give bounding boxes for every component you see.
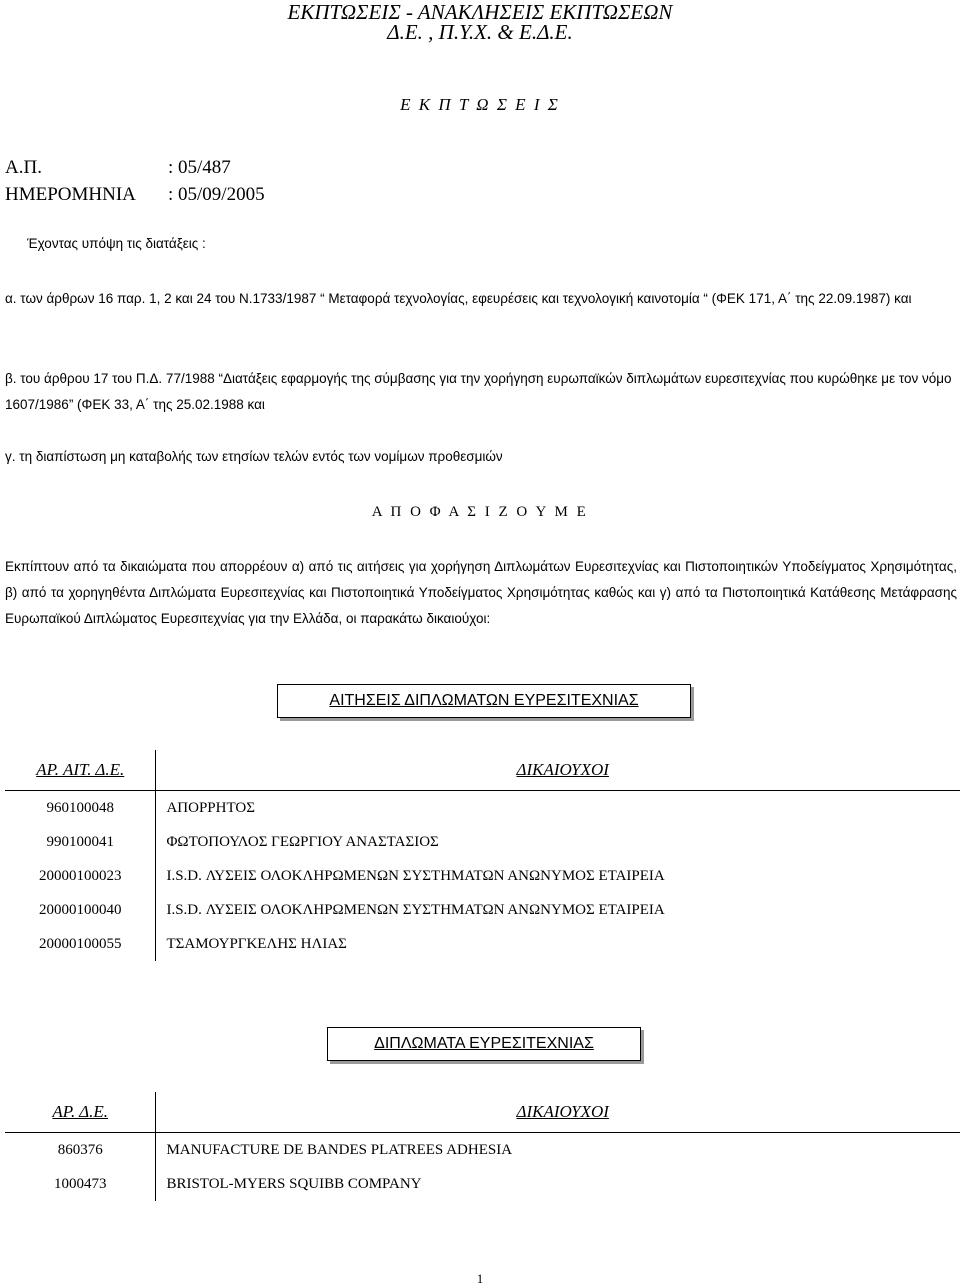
document-title-line1: ΕΚΠΤΩΣΕΙΣ - ΑΝΑΚΛΗΣΕΙΣ ΕΚΠΤΩΣΕΩΝ (287, 0, 673, 24)
row-holder: ΤΣΑΜΟΥΡΓΚΕΛΗΣ ΗΛΙΑΣ (166, 935, 347, 952)
decision-heading: Α Π Ο Φ Α Σ Ι Ζ Ο Υ Μ Ε (371, 504, 589, 520)
preamble-clause-b: β. του άρθρου 17 του Π.Δ. 77/1988 “Διατάξεις εφαρμογής της σύμβασης για την χορήγηση ευρωπαϊκών διπλωμάτων ευρεσιτεχνίας που κυρώθηκε με τον νόμο 1607/1986” (ΦΕΚ 33, Α΄ της 25.02.1988 και (5, 371, 952, 412)
date-value: : 05/09/2005 (168, 184, 265, 205)
row-number: 1000473 (5, 1167, 156, 1201)
row-number: 990100041 (5, 825, 156, 859)
table-row (5, 825, 960, 859)
table-row (5, 893, 960, 927)
protocol-number-row (5, 157, 231, 179)
row-holder: ΑΠΟΡΡΗΤΟΣ (166, 799, 255, 816)
table-row (5, 1133, 960, 1168)
table-row (5, 1167, 960, 1201)
row-holder: ΦΩΤΟΠΟΥΛΟΣ ΓΕΩΡΓΙΟΥ ΑΝΑΣΤΑΣΙΟΣ (166, 833, 439, 850)
patents-col-number: ΑΡ. Δ.Ε. (5, 1092, 156, 1133)
applications-col-holder: ΔΙΚΑΙΟΥΧΟΙ (156, 750, 960, 791)
patents-box-title-text: ΔΙΠΛΩΜΑΤΑ ΕΥΡΕΣΙΤΕΧΝΙΑΣ (374, 1035, 594, 1052)
protocol-number-label: Α.Π. (5, 157, 42, 178)
patents-table (5, 1092, 960, 1201)
row-holder: I.S.D. ΛΥΣΕΙΣ ΟΛΟΚΛΗΡΩΜΕΝΩΝ ΣΥΣΤΗΜΑΤΩΝ ΑΝΩΝΥΜΟΣ ΕΤΑΙΡΕΙΑ (166, 867, 665, 884)
page-number: 1 (476, 1271, 484, 1286)
applications-box-title (277, 684, 691, 718)
row-holder: MANUFACTURE DE BANDES PLATREES ADHESIA (166, 1141, 513, 1158)
applications-table-header (5, 750, 960, 791)
row-number: 20000100023 (5, 859, 156, 893)
preamble-intro: Έχοντας υπόψη τις διατάξεις : (27, 236, 206, 251)
table-row (5, 791, 960, 826)
preamble-clause-a: α. των άρθρων 16 παρ. 1, 2 και 24 του Ν.1733/1987 “ Μεταφορά τεχνολογίας, εφευρέσεις και τεχνολογική καινοτομία “ (ΦΕΚ 171, Α΄ της 22.09.1987) και (5, 291, 912, 306)
applications-col-number: ΑΡ. ΑΙΤ. Δ.Ε. (5, 750, 156, 791)
date-label: ΗΜΕΡΟΜΗΝΙΑ (5, 184, 136, 205)
date-row (5, 184, 265, 206)
decision-text: Εκπίπτουν από τα δικαιώματα που απορρέουν α) από τις αιτήσεις για χορήγηση Διπλωμάτων Ευρεσιτεχνίας και Πιστοποιητικών Υποδείγματος Χρησιμότητας, β) από τα χορηγηθέντα Διπλώματα Ευρεσιτεχνίας και Πιστοποιητικά Υποδείγματος Χρησιμότητας καθώς και γ) από τα Πιστοποιητικά Κατάθεσης Μετάφρασης Ευρωπαϊκού Διπλώματος Ευρεσιτεχνίας για την Ελλάδα, οι παρακάτω δικαιούχοι: (5, 559, 957, 626)
applications-box-title-text: ΑΙΤΗΣΕΙΣ ΔΙΠΛΩΜΑΤΩΝ ΕΥΡΕΣΙΤΕΧΝΙΑΣ (329, 692, 639, 709)
table-row (5, 927, 960, 961)
patents-table-header (5, 1092, 960, 1133)
section-title: Ε Κ Π Τ Ω Σ Ε Ι Σ (400, 95, 560, 114)
row-number: 960100048 (5, 791, 156, 826)
patents-col-holder: ΔΙΚΑΙΟΥΧΟΙ (156, 1092, 960, 1133)
row-number: 20000100055 (5, 927, 156, 961)
table-row (5, 859, 960, 893)
document-title-line2: Δ.Ε. , Π.Υ.Χ. & Ε.Δ.Ε. (387, 20, 573, 44)
row-number: 20000100040 (5, 893, 156, 927)
preamble-clause-c: γ. τη διαπίστωση μη καταβολής των ετησίων τελών εντός των νομίμων προθεσμιών (5, 449, 503, 464)
row-holder: I.S.D. ΛΥΣΕΙΣ ΟΛΟΚΛΗΡΩΜΕΝΩΝ ΣΥΣΤΗΜΑΤΩΝ ΑΝΩΝΥΜΟΣ ΕΤΑΙΡΕΙΑ (166, 901, 665, 918)
patents-box-title (327, 1027, 641, 1061)
row-number: 860376 (5, 1133, 156, 1168)
applications-table (5, 750, 960, 961)
row-holder: BRISTOL-MYERS SQUIBB COMPANY (166, 1175, 422, 1192)
protocol-number-value: : 05/487 (168, 157, 231, 178)
